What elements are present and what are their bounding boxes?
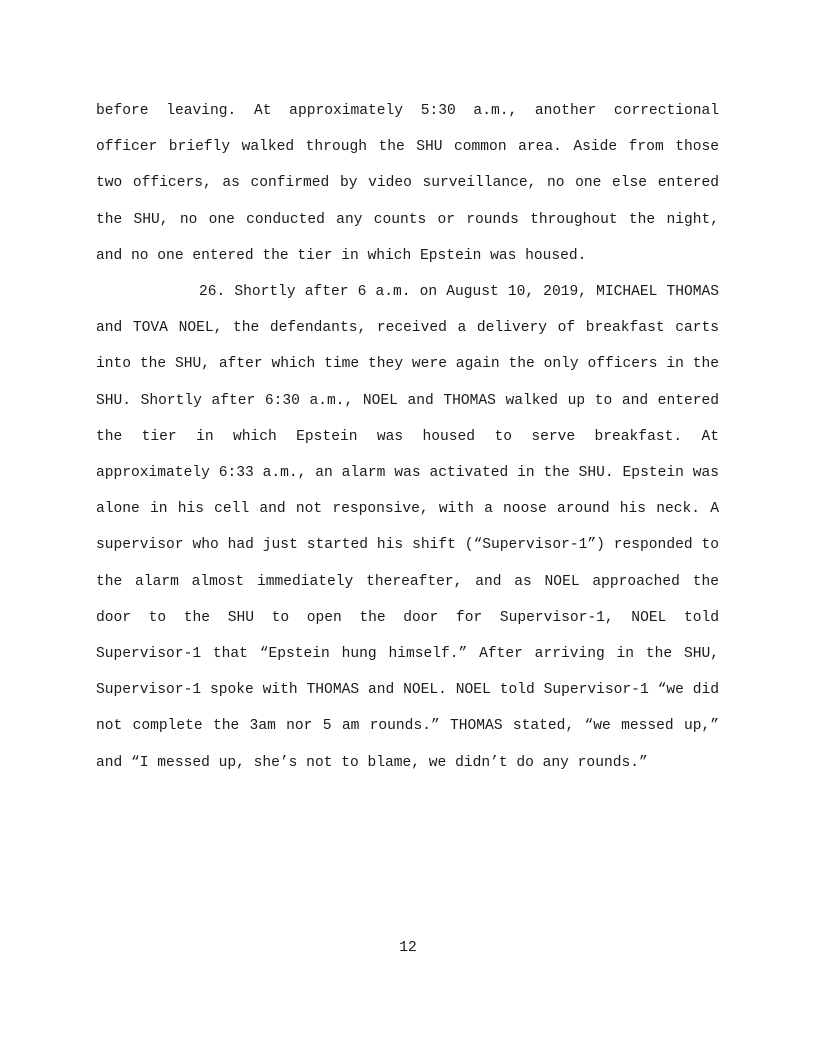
page-number: 12 bbox=[399, 940, 417, 956]
document-body bbox=[96, 93, 719, 781]
paragraph-continuation: before leaving. At approximately 5:30 a.m., another correctional officer briefly walked through the SHU common area. Aside from those two officers, as confirmed by video surveillance, no one else entered the SHU, no one conducted any counts or rounds throughout the night, and no one entered the tier in which Epstein was housed. bbox=[96, 103, 719, 264]
paragraph-26: 26. Shortly after 6 a.m. on August 10, 2019, MICHAEL THOMAS and TOVA NOEL, the defendants, received a delivery of breakfast carts into the SHU, after which time they were again the only officers in the SHU. Shortly after 6:30 a.m., NOEL and THOMAS walked up to and entered the tier in which Epstein was housed to serve breakfast. At approximately 6:33 a.m., an alarm was activated in the SHU. Epstein was alone in his cell and not responsive, with a noose around his neck. A supervisor who had just started his shift (“Supervisor-1”) responded to the alarm almost immediately thereafter, and as NOEL approached the door to the SHU to open the door for Supervisor-1, NOEL told Supervisor-1 that “Epstein hung himself.” After arriving in the SHU, Supervisor-1 spoke with THOMAS and NOEL. NOEL told Supervisor-1 “we did not complete the 3am nor 5 am rounds.” THOMAS stated, “we messed up,” and “I messed up, she’s not to blame, we didn’t do any rounds.” bbox=[96, 284, 719, 771]
